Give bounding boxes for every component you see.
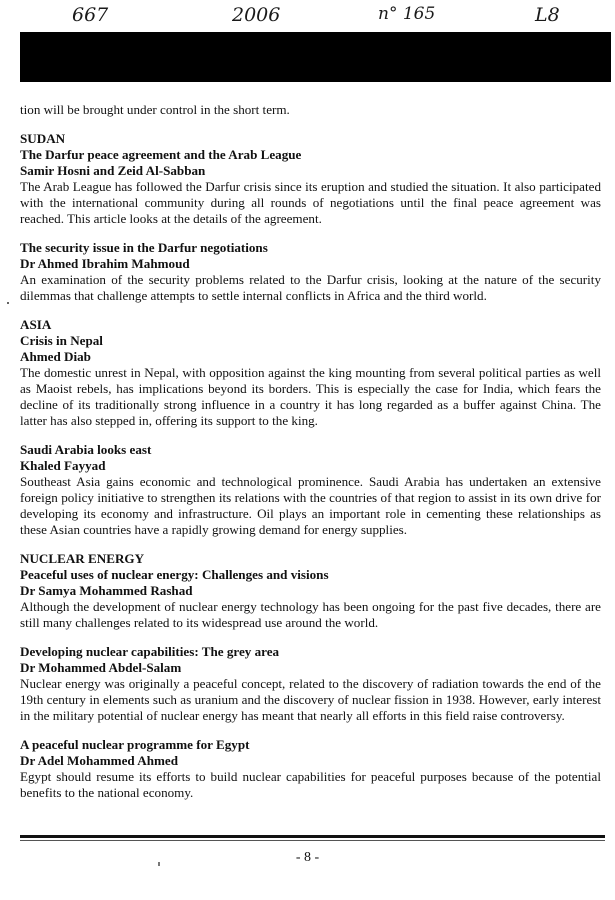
section-heading: ASIA [20, 317, 52, 332]
article-abstract: The Arab League has followed the Darfur crisis since its eruption and studied the situation. It also participated with the international community during all rounds of negotiations until the final peace agreement was reached. This article looks at the details of the agreement. [20, 179, 601, 226]
article-abstract: Nuclear energy was originally a peaceful concept, related to the discovery of radiation towards the end of the 19th century in elements such as uranium and the discovery of nuclear fission in 1938. However, early interest in the military potential of nuclear energy has meant that nearly all efforts in this field raise controversy. [20, 676, 601, 723]
article-author: Dr Adel Mohammed Ahmed [20, 753, 178, 768]
article-entry [20, 644, 601, 724]
handwritten-year: 2006 [232, 4, 281, 26]
article-entry [20, 442, 601, 538]
handwritten-mark-4: L8 [535, 4, 560, 26]
article-author: Dr Mohammed Abdel-Salam [20, 660, 182, 675]
section-nuclear-energy [20, 551, 601, 801]
article-title: Peaceful uses of nuclear energy: Challenges and visions [20, 567, 329, 582]
article-abstract: An examination of the security problems related to the Darfur crisis, looking at the nature of the security dilemmas that challenge attempts to settle internal conflicts in Africa and the third world. [20, 272, 601, 303]
section-heading: SUDAN [20, 131, 66, 146]
article-abstract: Egypt should resume its efforts to build nuclear capabilities for peaceful purposes because of the potential benefits to the national economy. [20, 769, 601, 800]
continued-text: tion will be brought under control in the short term. [20, 102, 290, 117]
section-asia [20, 317, 601, 538]
article-entry [20, 333, 601, 429]
margin-dot [7, 302, 9, 304]
article-author: Samir Hosni and Zeid Al-Sabban [20, 163, 206, 178]
handwritten-mark-1: 667 [72, 4, 109, 26]
article-entry [20, 147, 601, 227]
article-entry [20, 240, 601, 304]
handwritten-annotations [0, 2, 615, 32]
header-black-bar [20, 32, 611, 82]
article-title: A peaceful nuclear programme for Egypt [20, 737, 250, 752]
page-content [20, 102, 601, 814]
article-author: Dr Samya Mohammed Rashad [20, 583, 193, 598]
article-title: The Darfur peace agreement and the Arab League [20, 147, 302, 162]
article-author: Khaled Fayyad [20, 458, 106, 473]
article-author: Ahmed Diab [20, 349, 91, 364]
section-sudan [20, 131, 601, 304]
page-number: - 8 - [295, 850, 320, 865]
article-title: The security issue in the Darfur negotiations [20, 240, 268, 255]
article-title: Saudi Arabia looks east [20, 442, 152, 457]
article-author: Dr Ahmed Ibrahim Mahmoud [20, 256, 190, 271]
article-title: Developing nuclear capabilities: The grey area [20, 644, 280, 659]
article-entry [20, 737, 601, 801]
footer-rule-thick [20, 835, 605, 838]
article-title: Crisis in Nepal [20, 333, 103, 348]
article-entry [20, 567, 601, 631]
section-heading: NUCLEAR ENERGY [20, 551, 145, 566]
article-abstract: Although the development of nuclear energy technology has been ongoing for the past five decades, there are still many challenges related to its widespread use around the world. [20, 599, 601, 630]
article-abstract: Southeast Asia gains economic and technological prominence. Saudi Arabia has undertaken an extensive foreign policy initiative to strengthen its relations with the countries of that region to assist in its own drive for developing its economy and infrastructure. Oil plays an important role in cementing these relationships as these Asian countries have a rapidly growing demand for energy supplies. [20, 474, 601, 537]
footer-rule-thin [20, 840, 605, 841]
handwritten-issue-number: n° 165 [378, 4, 436, 24]
article-abstract: The domestic unrest in Nepal, with opposition against the king mounting from several political parties as well as Maoist rebels, has implications beyond its borders. This is especially the case for India, which fears the decline of its traditionally strong influence in a country it has long regarded as a buffer against China. The latter has also stepped in, offering its support to the king. [20, 365, 601, 428]
